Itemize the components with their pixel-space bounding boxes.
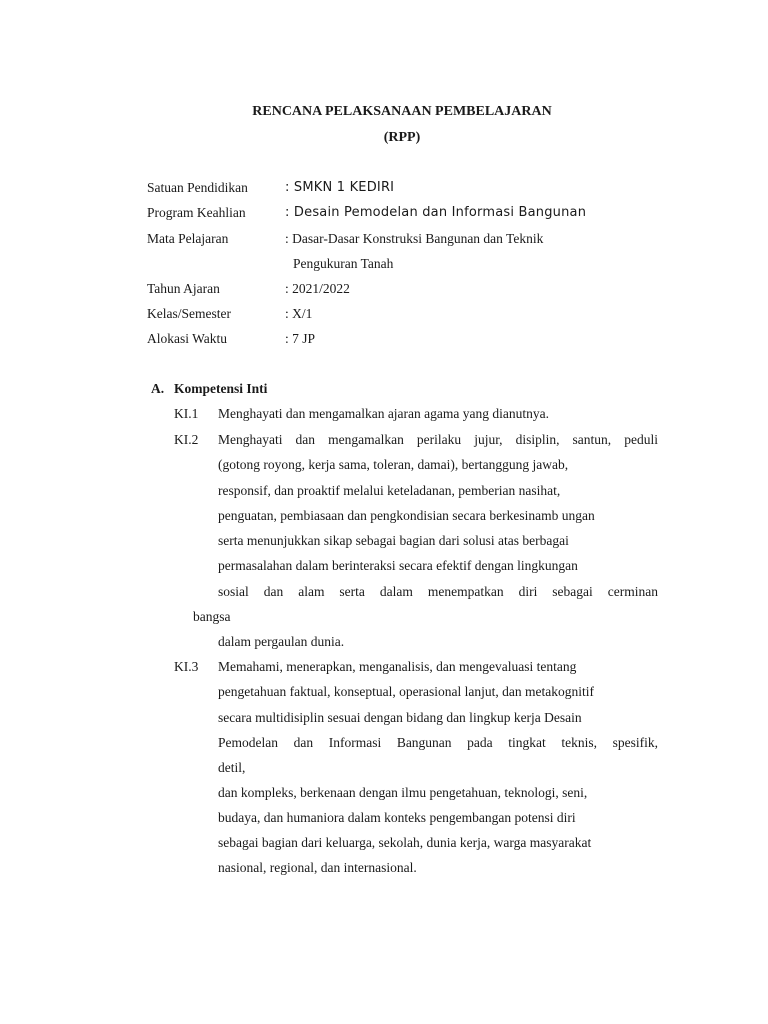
ki3-line: Pemodelan dan Informasi Bangunan pada tingkat teknis, spesifik, [218,735,658,750]
info-value-satuan: : SMKN 1 KEDIRI [285,180,395,195]
ki2-line: dalam pergaulan dunia. [218,634,345,649]
ki3-line: Memahami, menerapkan, menganalisis, dan mengevaluasi tentang [218,659,577,674]
info-label-alokasi: Alokasi Waktu [147,331,228,346]
info-value-mapel-cont: Pengukuran Tanah [293,256,394,271]
ki2-line: serta menunjukkan sikap sebagai bagian dari solusi atas berbagai [218,533,569,548]
ki3-line: detil, [218,760,246,775]
info-value-program: : Desain Pemodelan dan Informasi Bangunan [285,205,587,220]
ki1-code: KI.1 [174,406,199,421]
info-value-kelas: : X/1 [285,306,313,321]
ki3-line: sebagai bagian dari keluarga, sekolah, dunia kerja, warga masyarakat [218,835,592,850]
ki2-line: permasalahan dalam berinteraksi secara efektif dengan lingkungan [218,558,578,573]
ki3-line: secara multidisiplin sesuai dengan bidang dan lingkup kerja Desain [218,710,582,725]
ki2-line: (gotong royong, kerja sama, toleran, damai), bertanggung jawab, [218,457,569,472]
info-value-mapel: : Dasar-Dasar Konstruksi Bangunan dan Teknik [285,231,544,246]
ki3-line: dan kompleks, berkenaan dengan ilmu pengetahuan, teknologi, seni, [218,785,588,800]
ki3-code: KI.3 [174,659,199,674]
section-a-heading: Kompetensi Inti [174,381,268,396]
info-label-tahun: Tahun Ajaran [147,281,220,296]
document-subtitle: (RPP) [383,130,421,145]
ki2-line: bangsa [193,609,231,624]
info-label-satuan: Satuan Pendidikan [147,180,248,195]
info-value-alokasi: : 7 JP [285,331,316,346]
ki2-line: sosial dan alam serta dalam menempatkan diri sebagai cerminan [218,584,658,599]
ki3-line: budaya, dan humaniora dalam konteks pengembangan potensi diri [218,810,576,825]
ki3-line: nasional, regional, dan internasional. [218,860,417,875]
info-label-kelas: Kelas/Semester [147,306,231,321]
ki2-line: penguatan, pembiasaan dan pengkondisian secara berkesinamb ungan [218,508,595,523]
ki3-line: pengetahuan faktual, konseptual, operasional lanjut, dan metakognitif [218,684,595,699]
info-label-program: Program Keahlian [147,205,246,220]
ki1-line: Menghayati dan mengamalkan ajaran agama yang dianutnya. [218,406,549,421]
ki2-line: Menghayati dan mengamalkan perilaku jujur, disiplin, santun, peduli [218,432,658,447]
info-value-tahun: : 2021/2022 [285,281,350,296]
section-a-marker: A. [151,381,165,396]
ki2-code: KI.2 [174,432,199,447]
ki2-line: responsif, dan proaktif melalui keteladanan, pemberian nasihat, [218,483,561,498]
info-label-mapel: Mata Pelajaran [147,231,229,246]
document-title: RENCANA PELAKSANAAN PEMBELAJARAN [252,104,552,119]
